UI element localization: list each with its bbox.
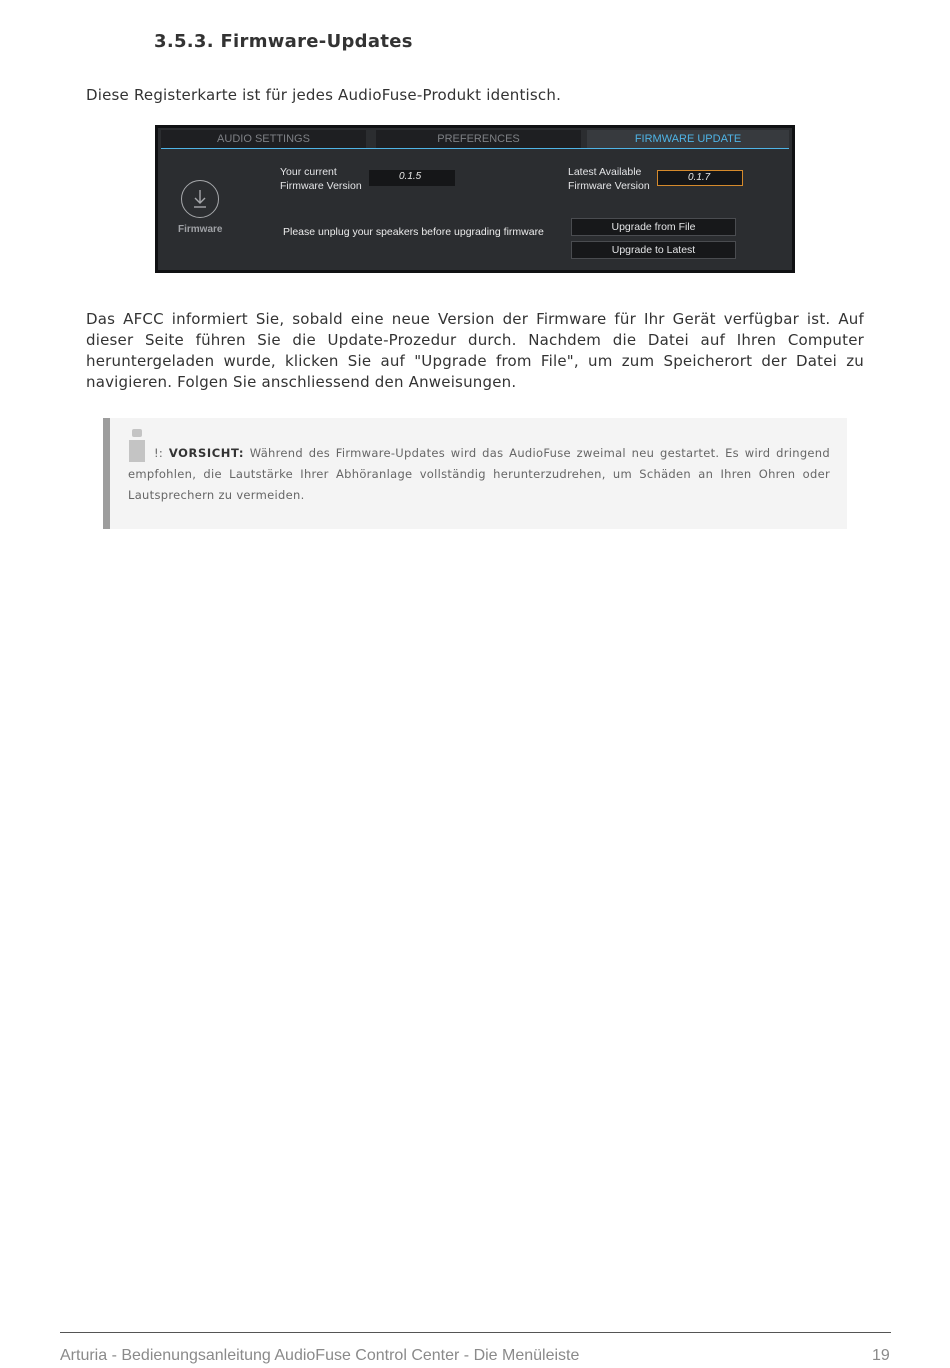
current-version-label-1: Your current (280, 166, 337, 178)
upgrade-to-latest-button[interactable]: Upgrade to Latest (571, 241, 736, 259)
latest-version-field: 0.1.7 (657, 170, 743, 186)
section-heading: 3.5.3. Firmware-Updates (154, 31, 413, 52)
latest-version-label-1: Latest Available (568, 166, 642, 178)
tab-audio-settings[interactable]: AUDIO SETTINGS (161, 130, 366, 148)
caution-note (103, 418, 847, 529)
tab-firmware-update[interactable]: FIRMWARE UPDATE (587, 130, 789, 148)
unplug-warning: Please unplug your speakers before upgrading firmware (283, 226, 544, 238)
tab-bar (161, 130, 789, 148)
upgrade-from-file-button[interactable]: Upgrade from File (571, 218, 736, 236)
latest-version-label-2: Firmware Version (568, 180, 650, 192)
download-icon (181, 180, 219, 218)
firmware-label: Firmware (178, 224, 223, 235)
page-number: 19 (872, 1347, 890, 1364)
note-prefix: !: (154, 446, 169, 460)
current-version-field: 0.1.5 (369, 170, 455, 186)
active-tab-underline (161, 148, 789, 149)
current-version-label-2: Firmware Version (280, 180, 362, 192)
tab-preferences[interactable]: PREFERENCES (376, 130, 581, 148)
body-paragraph: Das AFCC informiert Sie, sobald eine neue Version der Firmware für Ihr Gerät verfügbar ist. Auf dieser Seite führen Sie die Update-Prozedur durch. Nachdem die Datei auf Ihren Computer heruntergeladen wurde, klicken Sie auf "Upgrade from File", um zum Speicherort der Datei zu navigieren. Folgen Sie anschliessend den Anweisungen. (86, 310, 864, 391)
note-text (128, 443, 830, 506)
footer-title: Arturia - Bedienungsanleitung AudioFuse Control Center - Die Menüleiste (60, 1347, 580, 1364)
note-body: Während des Firmware-Updates wird das AudioFuse zweimal neu gestartet. Es wird dringend empfohlen, die Lautstärke Ihrer Abhöranlage vollständig herunterzudrehen, um Schäden an Ihren Ohren oder Lautsprechern zu vermeiden. (128, 446, 830, 502)
note-label: VORSICHT: (168, 446, 245, 460)
firmware-update-screenshot (155, 125, 795, 273)
footer-divider (60, 1332, 891, 1333)
intro-paragraph: Diese Registerkarte ist für jedes AudioFuse-Produkt identisch. (86, 86, 562, 104)
